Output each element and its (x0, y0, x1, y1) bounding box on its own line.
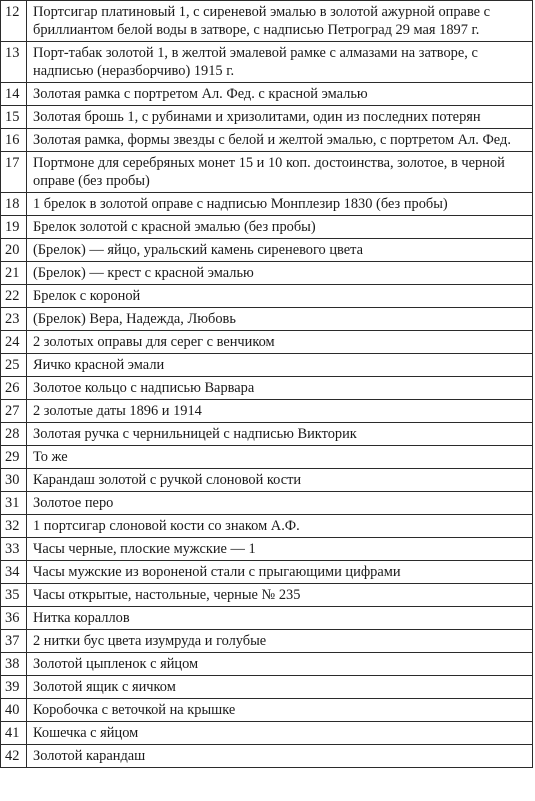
item-number: 38 (1, 653, 27, 676)
item-description: Золотая брошь 1, с рубинами и хризолитами, один из последних потерян (27, 106, 533, 129)
table-row (1, 722, 533, 745)
item-number: 22 (1, 285, 27, 308)
table-row (1, 699, 533, 722)
table-row (1, 377, 533, 400)
item-number: 37 (1, 630, 27, 653)
table-row (1, 308, 533, 331)
item-description: Часы мужские из вороненой стали с прыгающими цифрами (27, 561, 533, 584)
item-number: 12 (1, 1, 27, 42)
table-row (1, 193, 533, 216)
table-row (1, 653, 533, 676)
table-row (1, 584, 533, 607)
table-row (1, 676, 533, 699)
table-row (1, 42, 533, 83)
table-row (1, 538, 533, 561)
item-number: 42 (1, 745, 27, 768)
item-number: 24 (1, 331, 27, 354)
item-number: 34 (1, 561, 27, 584)
table-row (1, 630, 533, 653)
table-row (1, 469, 533, 492)
table-row (1, 285, 533, 308)
item-description: Яичко красной эмали (27, 354, 533, 377)
item-description: Нитка кораллов (27, 607, 533, 630)
item-description: Порт-табак золотой 1, в желтой эмалевой рамке с алмазами на затворе, с надписью (неразборчиво) 1915 г. (27, 42, 533, 83)
item-description: Портсигар платиновый 1, с сиреневой эмалью в золотой ажурной оправе с бриллиантом белой воды в затворе, с надписью Петроград 29 мая 1897 г. (27, 1, 533, 42)
table-row (1, 607, 533, 630)
item-description: Коробочка с веточкой на крышке (27, 699, 533, 722)
table-row (1, 216, 533, 239)
item-number: 18 (1, 193, 27, 216)
item-description: Портмоне для серебряных монет 15 и 10 коп. достоинства, золотое, в черной оправе (без пробы) (27, 152, 533, 193)
item-number: 35 (1, 584, 27, 607)
table-row (1, 331, 533, 354)
table-body (1, 1, 533, 768)
item-number: 27 (1, 400, 27, 423)
item-description: (Брелок) — крест с красной эмалью (27, 262, 533, 285)
item-number: 23 (1, 308, 27, 331)
table-row (1, 1, 533, 42)
item-description: (Брелок) Вера, Надежда, Любовь (27, 308, 533, 331)
item-description: Золотая рамка, формы звезды с белой и желтой эмалью, с портретом Ал. Фед. (27, 129, 533, 152)
table-row (1, 423, 533, 446)
table-row (1, 400, 533, 423)
item-number: 16 (1, 129, 27, 152)
item-description: 1 портсигар слоновой кости со знаком А.Ф. (27, 515, 533, 538)
item-description: Брелок золотой с красной эмалью (без пробы) (27, 216, 533, 239)
item-description: Кошечка с яйцом (27, 722, 533, 745)
item-number: 21 (1, 262, 27, 285)
table-row (1, 239, 533, 262)
table-row (1, 83, 533, 106)
item-description: Золотое перо (27, 492, 533, 515)
item-number: 26 (1, 377, 27, 400)
item-description: Золотой цыпленок с яйцом (27, 653, 533, 676)
item-number: 33 (1, 538, 27, 561)
item-description: Часы открытые, настольные, черные № 235 (27, 584, 533, 607)
item-description: Брелок с короной (27, 285, 533, 308)
table-row (1, 492, 533, 515)
item-number: 14 (1, 83, 27, 106)
item-number: 28 (1, 423, 27, 446)
item-description: (Брелок) — яйцо, уральский камень сиреневого цвета (27, 239, 533, 262)
table-row (1, 106, 533, 129)
table-row (1, 515, 533, 538)
table-row (1, 561, 533, 584)
item-description: Часы черные, плоские мужские — 1 (27, 538, 533, 561)
item-description: 2 золотые даты 1896 и 1914 (27, 400, 533, 423)
item-description: Золотая рамка с портретом Ал. Фед. с красной эмалью (27, 83, 533, 106)
table-row (1, 354, 533, 377)
table-row (1, 745, 533, 768)
item-description: 1 брелок в золотой оправе с надписью Монплезир 1830 (без пробы) (27, 193, 533, 216)
item-number: 40 (1, 699, 27, 722)
table-row (1, 446, 533, 469)
item-number: 36 (1, 607, 27, 630)
table-row (1, 129, 533, 152)
item-description: То же (27, 446, 533, 469)
item-description: Золотой карандаш (27, 745, 533, 768)
item-number: 19 (1, 216, 27, 239)
item-number: 20 (1, 239, 27, 262)
item-description: 2 нитки бус цвета изумруда и голубые (27, 630, 533, 653)
item-description: Золотая ручка с чернильницей с надписью Викторик (27, 423, 533, 446)
table-row (1, 262, 533, 285)
item-description: Золотое кольцо с надписью Варвара (27, 377, 533, 400)
item-number: 13 (1, 42, 27, 83)
table-row (1, 152, 533, 193)
item-number: 32 (1, 515, 27, 538)
item-number: 15 (1, 106, 27, 129)
item-description: Карандаш золотой с ручкой слоновой кости (27, 469, 533, 492)
item-description: 2 золотых оправы для серег с венчиком (27, 331, 533, 354)
item-number: 31 (1, 492, 27, 515)
item-description: Золотой ящик с яичком (27, 676, 533, 699)
item-number: 17 (1, 152, 27, 193)
item-number: 29 (1, 446, 27, 469)
item-number: 25 (1, 354, 27, 377)
item-number: 39 (1, 676, 27, 699)
item-number: 30 (1, 469, 27, 492)
item-number: 41 (1, 722, 27, 745)
